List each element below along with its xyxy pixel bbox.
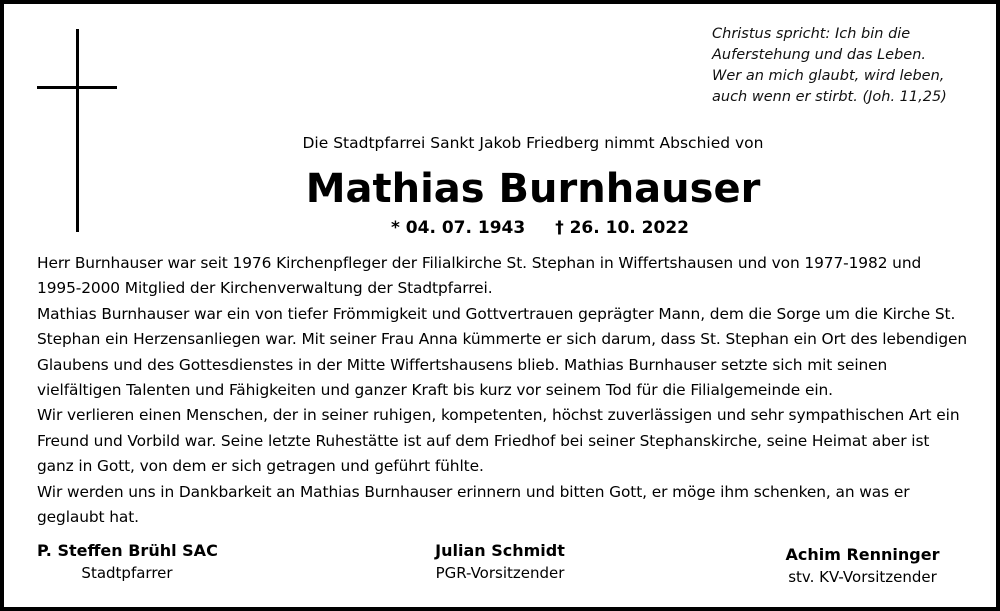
deceased-name: Mathias Burnhauser — [305, 166, 761, 212]
paragraph: Wir werden uns in Dankbarkeit an Mathias Burnhauser erinnern und bitten Gott, er möge ihm schenken, an was er geglaubt hat. — [37, 482, 910, 527]
signature-role: stv. KV-Vorsitzender — [788, 568, 937, 586]
paragraph: Wir verlieren einen Menschen, der in seiner ruhigen, kompetenten, höchst zuverlässigen und sehr sympathischen Art ein Freund und Vorbild war. Seine letzte Ruhestätte ist auf dem Friedhof bei seiner Stephanskirche, seine Heimat aber ist ganz in Gott, von dem er sich getragen und geführt fühlte. — [37, 406, 960, 476]
signature-pgr — [410, 540, 590, 584]
paragraph: Herr Burnhauser war seit 1976 Kirchenpfleger der Filialkirche St. Stephan in Wiffertshausen und von 1977-1982 und 1995-2000 Mitglied der Kirchenverwaltung der Stadtpfarrei. — [37, 254, 922, 298]
quote-line: Wer an mich glaubt, wird leben, — [712, 68, 945, 84]
obituary-text — [37, 251, 969, 530]
bible-quote — [712, 24, 982, 108]
signature-name: P. Steffen Brühl SAC — [37, 541, 218, 560]
signature-name: Julian Schmidt — [435, 541, 565, 560]
signature-kv — [770, 544, 955, 588]
signature-role: PGR-Vorsitzender — [435, 564, 565, 582]
quote-line: Auferstehung und das Leben. — [712, 47, 927, 63]
intro-line: Die Stadtpfarrei Sankt Jakob Friedberg nimmt Abschied von — [302, 134, 764, 152]
quote-line: Christus spricht: Ich bin die — [712, 26, 911, 42]
signature-name: Achim Renninger — [785, 545, 940, 564]
death-date: † 26. 10. 2022 — [555, 218, 689, 238]
birth-date: * 04. 07. 1943 — [390, 218, 526, 238]
cross-horizontal-bar — [37, 86, 117, 89]
signature-role: Stadtpfarrer — [81, 564, 173, 582]
paragraph: Mathias Burnhauser war ein von tiefer Frömmigkeit und Gottvertrauen geprägter Mann, dem die Sorge um die Kirche St. Stephan ein Herzensanliegen war. Mit seiner Frau Anna kümmerte er sich darum, dass St. Stephan ein Ort des lebendigen Glaubens und des Gottesdienstes in der Mitte Wiffertshausens blieb. Mathias Burnhauser setzte sich mit seinen vielfältigen Talenten und Fähigkeiten und ganzer Kraft bis kurz vor seinem Tod für die Filialgemeinde ein. — [37, 304, 968, 400]
signature-pastor — [37, 540, 217, 584]
quote-line: auch wenn er stirbt. (Joh. 11,25) — [712, 89, 947, 105]
life-dates — [0, 216, 1000, 240]
